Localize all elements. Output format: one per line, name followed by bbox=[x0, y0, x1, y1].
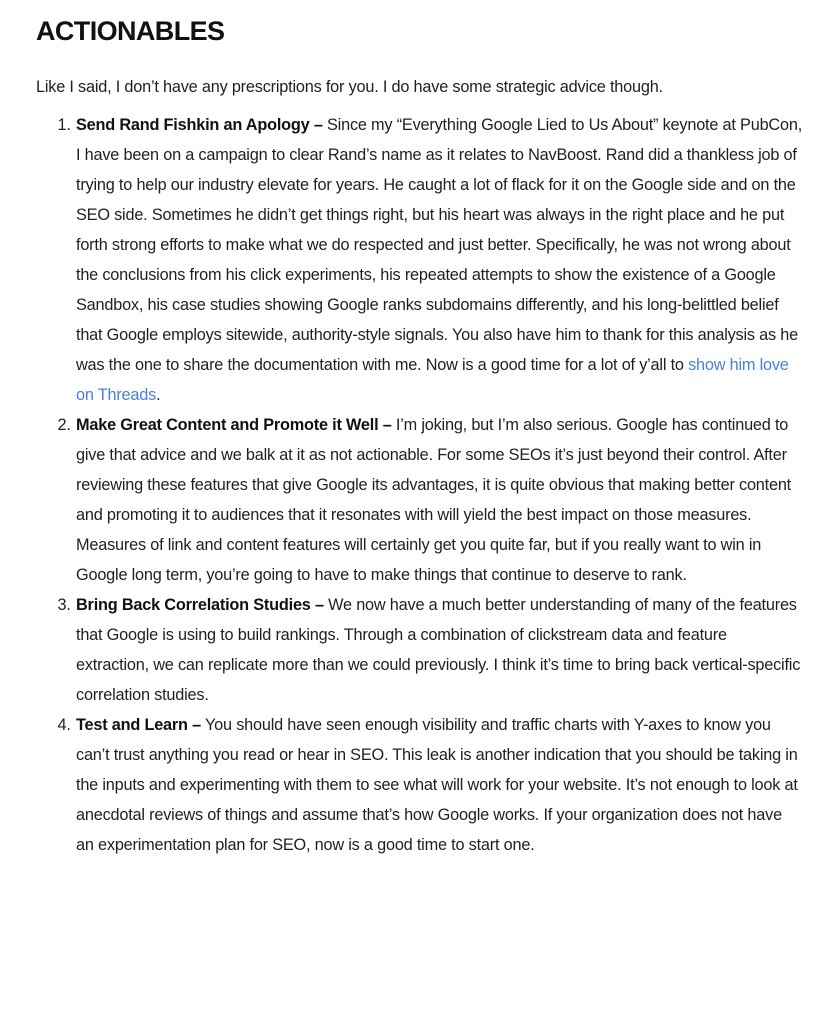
section-heading: ACTIONABLES bbox=[36, 16, 225, 46]
item-title: Bring Back Correlation Studies – bbox=[76, 596, 324, 614]
list-item-correlation-studies bbox=[75, 590, 803, 710]
list-item-send-rand-apology bbox=[75, 110, 803, 410]
item-title: Test and Learn – bbox=[76, 716, 201, 734]
item-title: Send Rand Fishkin an Apology – bbox=[76, 116, 323, 134]
list-item-test-and-learn bbox=[75, 710, 803, 860]
intro-paragraph: Like I said, I don’t have any prescriptions for you. I do have some strategic advice though. bbox=[36, 78, 663, 96]
item-body: We now have a much better understanding of many of the features that Google is using to build rankings. Through a combination of clickstream data and feature extraction, we can replicate more than we could previously. I think it’s time to bring back vertical-specific correlation studies. bbox=[76, 596, 801, 704]
list-item-great-content bbox=[75, 410, 803, 590]
item-body: Since my “Everything Google Lied to Us About” keynote at PubCon, I have been on a campaign to clear Rand’s name as it relates to NavBoost. Rand did a thankless job of trying to help our industry elevate for years. He caught a lot of flack for it on the Google side and on the SEO side. Sometimes he didn’t get things right, but his heart was always in the right place and he put forth strong efforts to make what we do respected and just better. Specifically, he was not wrong about the conclusions from his click experiments, his repeated attempts to show the existence of a Google Sandbox, his case studies showing Google ranks subdomains differently, and his long-belittled belief that Google employs sitewide, authority-style signals. You also have him to thank for this analysis as he was the one to share the documentation with me. Now is a good time for a lot of y’all to bbox=[76, 116, 803, 374]
threads-link[interactable]: show him love on Threads bbox=[76, 356, 789, 404]
item-body: I’m joking, but I’m also serious. Google has continued to give that advice and we balk at it as not actionable. For some SEOs it’s just beyond their control. After reviewing these features that give Google its advantages, it is quite obvious that making better content and promoting it to audiences that it resonates with will yield the best impact on those measures. Measures of link and content features will certainly get you quite far, but if you really want to win in Google long term, you’re going to have to make things that continue to deserve to rank. bbox=[76, 416, 792, 584]
item-body-end: . bbox=[156, 386, 161, 404]
actionables-list bbox=[36, 110, 803, 860]
item-title: Make Great Content and Promote it Well – bbox=[76, 416, 392, 434]
item-body: You should have seen enough visibility and traffic charts with Y-axes to know you can’t trust anything you read or hear in SEO. This leak is another indication that you should be taking in the inputs and experimenting with them to see what will work for your website. It’s not enough to look at anecdotal reviews of things and assume that’s how Google works. If your organization does not have an experimentation plan for SEO, now is a good time to start one. bbox=[76, 716, 798, 854]
